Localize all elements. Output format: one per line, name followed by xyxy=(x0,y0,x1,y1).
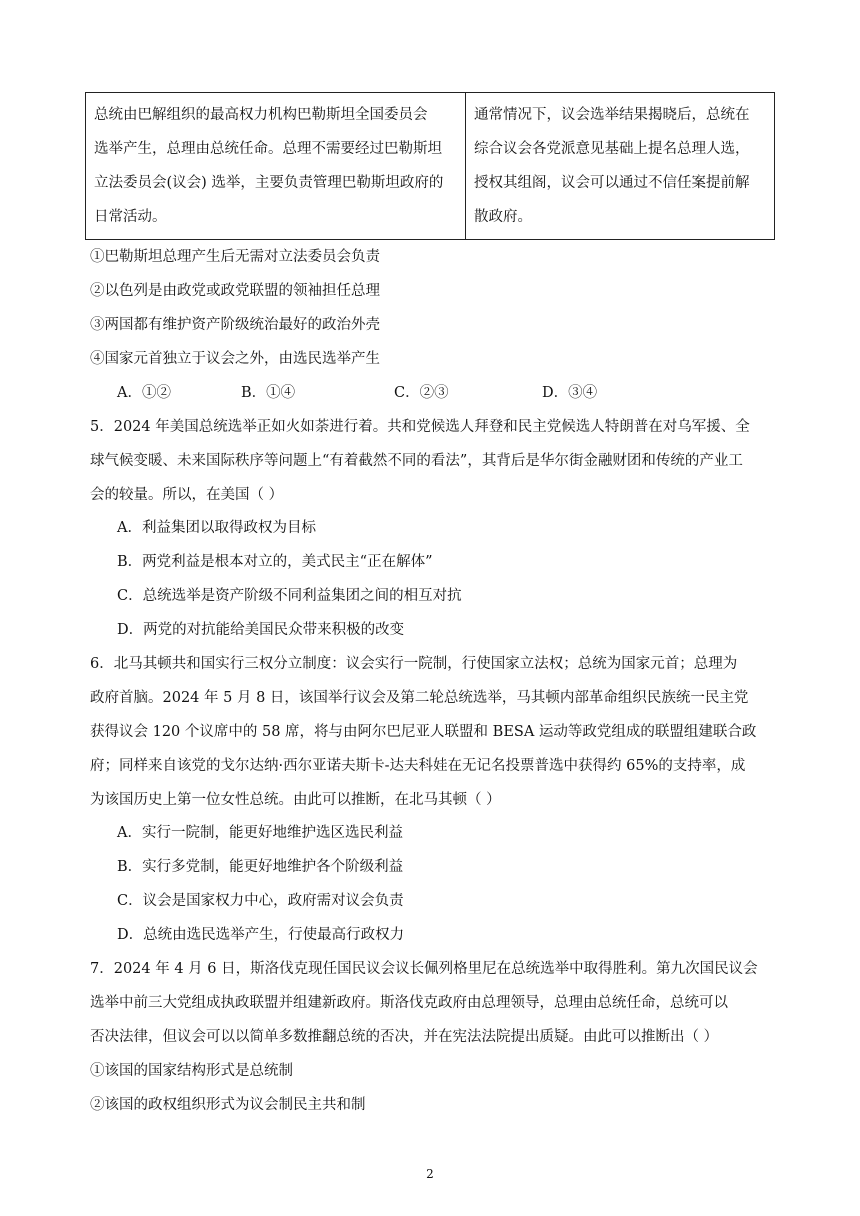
table-cell-israel xyxy=(466,93,774,239)
q5-stem-line: 5．2024 年美国总统选举正如火如荼进行着。共和党候选人拜登和民主党候选人特朗普在对乌军援、全 xyxy=(90,419,750,435)
q6-stem-line: 6．北马其顿共和国实行三权分立制度：议会实行一院制，行使国家立法权；总统为国家元首；总理为 xyxy=(90,656,738,672)
q6-stem-line: 为该国历史上第一位女性总统。由此可以推断，在北马其顿（ ） xyxy=(90,792,501,808)
table-text-line: 选举产生，总理由总统任命。总理不需要经过巴勒斯坦 xyxy=(94,141,442,157)
q4-statement: ②以色列是由政党或政党联盟的领袖担任总理 xyxy=(90,283,380,299)
q7-stem-line: 否决法律，但议会可以以简单多数推翻总统的否决，并在宪法法院提出质疑。由此可以推断出（ ） xyxy=(90,1029,719,1045)
q4-option-b: B．①④ xyxy=(241,385,296,401)
table-text-line: 通常情况下，议会选举结果揭晓后，总统在 xyxy=(474,107,750,123)
q5-stem-line: 会的较量。所以，在美国（ ） xyxy=(90,487,284,503)
table-text-line: 立法委员会(议会) 选举，主要负责管理巴勒斯坦政府的 xyxy=(94,175,444,191)
q6-stem-line: 政府首脑。2024 年 5 月 8 日，该国举行议会及第二轮总统选举，马其顿内部革命组织民族统一民主党 xyxy=(90,690,749,706)
q4-option-d: D．③④ xyxy=(542,385,598,401)
q7-statement: ①该国的国家结构形式是总统制 xyxy=(90,1063,293,1079)
table-text-line: 总统由巴解组织的最高权力机构巴勒斯坦全国委员会 xyxy=(94,107,428,123)
q5-option-a: A．利益集团以取得政权为目标 xyxy=(117,520,316,536)
table-text-line: 日常活动。 xyxy=(94,209,167,225)
q5-option-b: B．两党利益是根本对立的，美式民主“正在解体” xyxy=(117,554,433,570)
q4-options xyxy=(117,383,597,403)
table-text-line: 授权其组阁，议会可以通过不信任案提前解 xyxy=(474,175,750,191)
comparison-table xyxy=(85,92,775,240)
q6-stem-line: 获得议会 120 个议席中的 58 席，将与由阿尔巴尼亚人联盟和 BESA 运动等政党组成的联盟组建联合政 xyxy=(90,724,757,740)
q6-option-d: D．总统由选民选举产生，行使最高行政权力 xyxy=(117,927,405,943)
table-text-line: 散政府。 xyxy=(474,209,532,225)
q5-option-c: C．总统选举是资产阶级不同利益集团之间的相互对抗 xyxy=(117,588,462,604)
page-number: 2 xyxy=(426,1167,434,1181)
table-text-line: 综合议会各党派意见基础上提名总理人选， xyxy=(474,141,750,157)
q6-stem-line: 府；同样来自该党的戈尔达纳·西尔亚诺夫斯卡-达夫科娃在无记名投票普选中获得约 65%的支持率，成 xyxy=(90,758,746,774)
q5-option-d: D．两党的对抗能给美国民众带来积极的改变 xyxy=(117,622,405,638)
q4-statement: ①巴勒斯坦总理产生后无需对立法委员会负责 xyxy=(90,249,380,265)
q4-statement: ④国家元首独立于议会之外，由选民选举产生 xyxy=(90,351,380,367)
q7-stem-line: 选举中前三大党组成执政联盟并组建新政府。斯洛伐克政府由总理领导，总理由总统任命，总统可以 xyxy=(90,995,728,1011)
q4-statement: ③两国都有维护资产阶级统治最好的政治外壳 xyxy=(90,317,380,333)
q6-option-b: B．实行多党制，能更好地维护各个阶级利益 xyxy=(117,859,404,875)
q4-option-a: A．①② xyxy=(117,385,171,401)
q6-option-c: C．议会是国家权力中心，政府需对议会负责 xyxy=(117,893,404,909)
q7-stem-line: 7．2024 年 4 月 6 日，斯洛伐克现任国民议会议长佩列格里尼在总统选举中取得胜利。第九次国民议会 xyxy=(90,961,758,977)
q6-option-a: A．实行一院制，能更好地维护选区选民利益 xyxy=(117,825,403,841)
table-cell-palestine xyxy=(86,93,466,239)
q7-statement: ②该国的政权组织形式为议会制民主共和制 xyxy=(90,1097,366,1113)
q5-stem-line: 球气候变暖、未来国际秩序等问题上“有着截然不同的看法”，其背后是华尔街金融财团和传统的产业工 xyxy=(90,453,743,469)
q4-option-c: C．②③ xyxy=(394,385,449,401)
